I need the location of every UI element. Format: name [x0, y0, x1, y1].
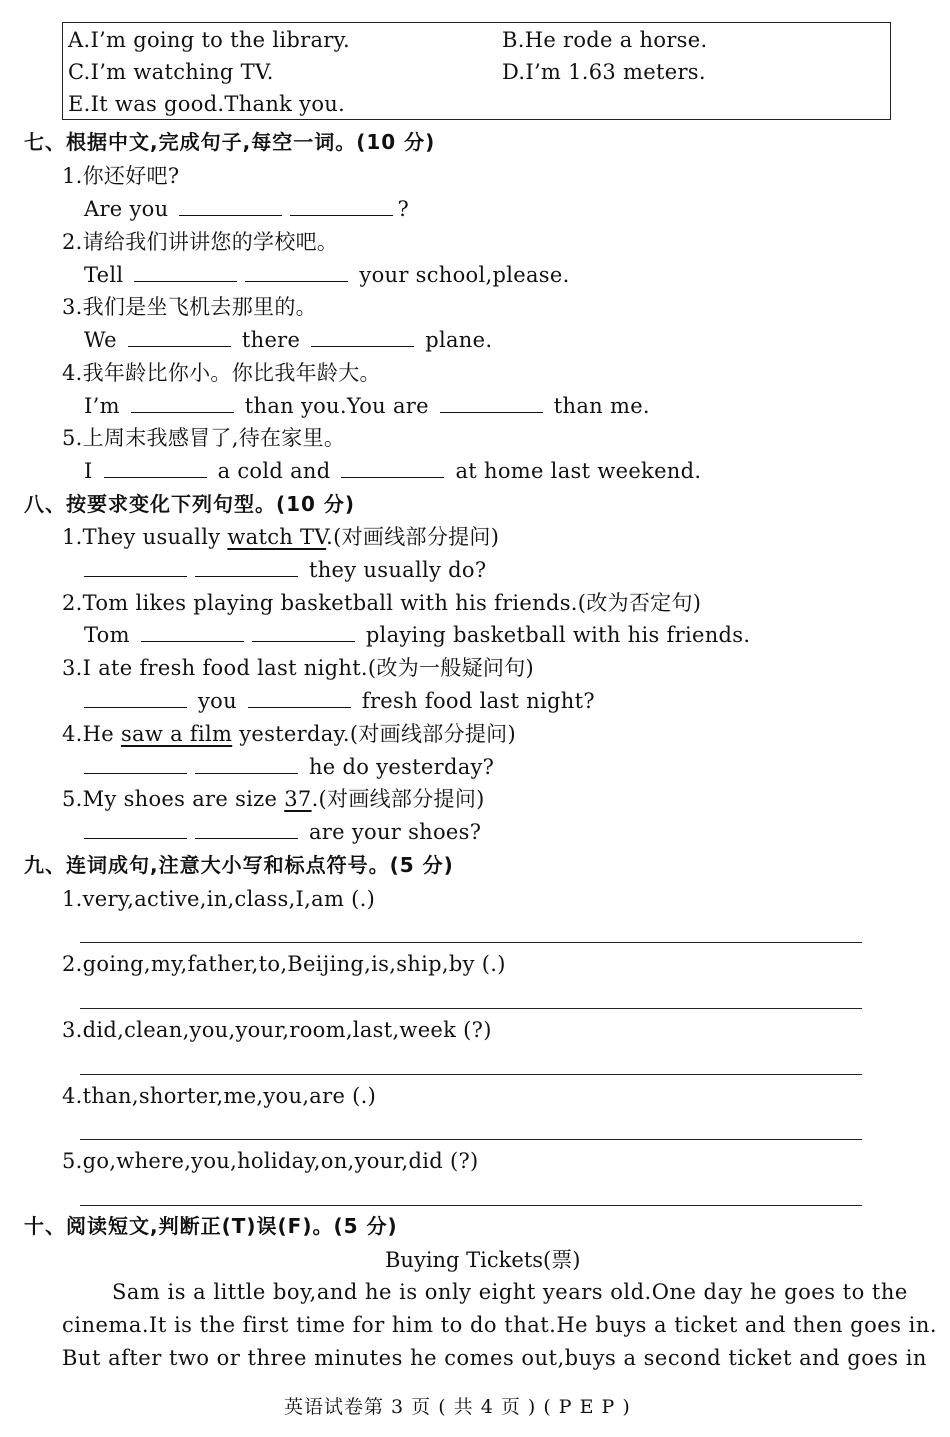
s8-q3-part2: fresh food last night? — [361, 689, 595, 713]
s9-q1: 1.very,active,in,class,I,am (.) — [62, 887, 376, 911]
answer-blank[interactable] — [195, 558, 298, 577]
s9-q3: 3.did,clean,you,your,room,last,week (?) — [62, 1018, 492, 1042]
answer-line[interactable] — [80, 1008, 862, 1009]
s7-q4-chinese: 4.我年龄比你小。你比我年龄大。 — [62, 361, 381, 385]
passage-line-1: Sam is a little boy,and he is only eight years old.One day he goes to the — [112, 1280, 908, 1304]
s8-q1-answer-text: they usually do? — [308, 558, 487, 582]
answer-line[interactable] — [80, 1205, 862, 1206]
s8-q1-answer — [80, 556, 486, 584]
answer-blank[interactable] — [290, 197, 393, 216]
s7-q5-part3: at home last weekend. — [455, 459, 702, 483]
s7-q3-chinese: 3.我们是坐飞机去那里的。 — [62, 295, 317, 319]
section-7-heading: 七、根据中文,完成句子,每空一词。(10 分) — [24, 130, 436, 154]
s9-q4: 4.than,shorter,me,you,are (.) — [62, 1084, 377, 1108]
answer-blank[interactable] — [311, 328, 414, 347]
s7-q3-part2: there — [241, 328, 301, 352]
passage-line-2: cinema.It is the first time for him to do that.He buys a ticket and then goes in. — [62, 1313, 938, 1337]
s8-q3-question: 3.I ate fresh food last night.(改为一般疑问句) — [62, 656, 534, 680]
s7-q1-part2: ? — [397, 197, 409, 221]
answer-blank[interactable] — [134, 263, 237, 282]
s8-q5-pre: 5.My shoes are size — [62, 787, 285, 811]
answer-blank[interactable] — [440, 394, 543, 413]
s8-q3-part1: you — [197, 689, 237, 713]
s9-q5: 5.go,where,you,holiday,on,your,did (?) — [62, 1149, 479, 1173]
answer-blank[interactable] — [195, 755, 298, 774]
option-c: C.I’m watching TV. — [68, 60, 274, 84]
answer-blank[interactable] — [84, 820, 187, 839]
answer-blank[interactable] — [248, 689, 351, 708]
answer-blank[interactable] — [179, 197, 282, 216]
s7-q5-part2: a cold and — [217, 459, 331, 483]
s8-q5-post: .(对画线部分提问) — [311, 787, 485, 811]
s8-q1-pre: 1.They usually — [62, 525, 228, 549]
answer-blank[interactable] — [141, 623, 244, 642]
s7-q3-sentence — [84, 326, 492, 354]
section-8-heading: 八、按要求变化下列句型。(10 分) — [24, 492, 356, 516]
s8-q5-answer — [80, 818, 481, 846]
answer-blank[interactable] — [245, 263, 348, 282]
answer-blank[interactable] — [131, 394, 234, 413]
answer-line[interactable] — [80, 1139, 862, 1140]
s8-q2-part2: playing basketball with his friends. — [365, 623, 751, 647]
s7-q1-sentence — [84, 195, 409, 223]
page-footer: 英语试卷第 3 页 ( 共 4 页 ) ( P E P ) — [284, 1396, 631, 1418]
answer-blank[interactable] — [84, 755, 187, 774]
s7-q4-sentence — [84, 392, 650, 420]
s8-q5-answer-text: are your shoes? — [308, 820, 482, 844]
answer-line[interactable] — [80, 942, 862, 943]
s8-q5-question — [62, 785, 485, 813]
answer-blank[interactable] — [195, 820, 298, 839]
section-9-heading: 九、连词成句,注意大小写和标点符号。(5 分) — [24, 853, 454, 877]
s8-q1-post: .(对画线部分提问) — [326, 525, 500, 549]
s8-q4-post: yesterday.(对画线部分提问) — [232, 722, 516, 746]
s7-q5-chinese: 5.上周末我感冒了,待在家里。 — [62, 426, 346, 450]
s9-q2: 2.going,my,father,to,Beijing,is,ship,by (.) — [62, 952, 506, 976]
s8-q1-question — [62, 523, 499, 551]
s7-q5-part1: I — [84, 459, 93, 483]
answer-blank[interactable] — [104, 459, 207, 478]
passage-line-3: But after two or three minutes he comes out,buys a second ticket and goes in — [62, 1346, 927, 1370]
s7-q4-part3: than me. — [553, 394, 650, 418]
s8-q1-underlined: watch TV — [227, 525, 327, 549]
option-d: D.I’m 1.63 meters. — [502, 60, 706, 84]
s8-q4-answer — [80, 753, 494, 781]
s7-q4-part2: than you.You are — [244, 394, 429, 418]
s7-q2-part2: your school,please. — [359, 263, 570, 287]
section-10-heading: 十、阅读短文,判断正(T)误(F)。(5 分) — [24, 1214, 398, 1238]
s7-q1-part1: Are you — [84, 197, 169, 221]
s7-q4-part1: I’m — [84, 394, 120, 418]
passage-title: Buying Tickets(票) — [385, 1248, 581, 1272]
s8-q4-answer-text: he do yesterday? — [308, 755, 495, 779]
answer-line[interactable] — [80, 1074, 862, 1075]
s7-q5-sentence — [84, 457, 701, 485]
answer-blank[interactable] — [84, 689, 187, 708]
answer-blank[interactable] — [84, 558, 187, 577]
answer-blank[interactable] — [252, 623, 355, 642]
s7-q3-part1: We — [84, 328, 117, 352]
s8-q2-question: 2.Tom likes playing basketball with his friends.(改为否定句) — [62, 591, 702, 615]
s7-q3-part3: plane. — [425, 328, 493, 352]
answer-blank[interactable] — [341, 459, 444, 478]
s8-q4-question — [62, 720, 516, 748]
s8-q5-underlined: 37 — [284, 787, 312, 811]
s8-q4-pre: 4.He — [62, 722, 121, 746]
option-b: B.He rode a horse. — [502, 28, 708, 52]
s7-q2-chinese: 2.请给我们讲讲您的学校吧。 — [62, 230, 339, 254]
s7-q2-part1: Tell — [84, 263, 124, 287]
answer-blank[interactable] — [128, 328, 231, 347]
s7-q1-chinese: 1.你还好吧? — [62, 164, 180, 188]
s8-q3-answer — [80, 687, 595, 715]
s8-q4-underlined: saw a film — [120, 722, 233, 746]
s8-q2-part1: Tom — [84, 623, 130, 647]
option-a: A.I’m going to the library. — [68, 28, 350, 52]
s8-q2-answer — [84, 621, 750, 649]
option-e: E.It was good.Thank you. — [68, 92, 346, 116]
s7-q2-sentence — [84, 261, 570, 289]
